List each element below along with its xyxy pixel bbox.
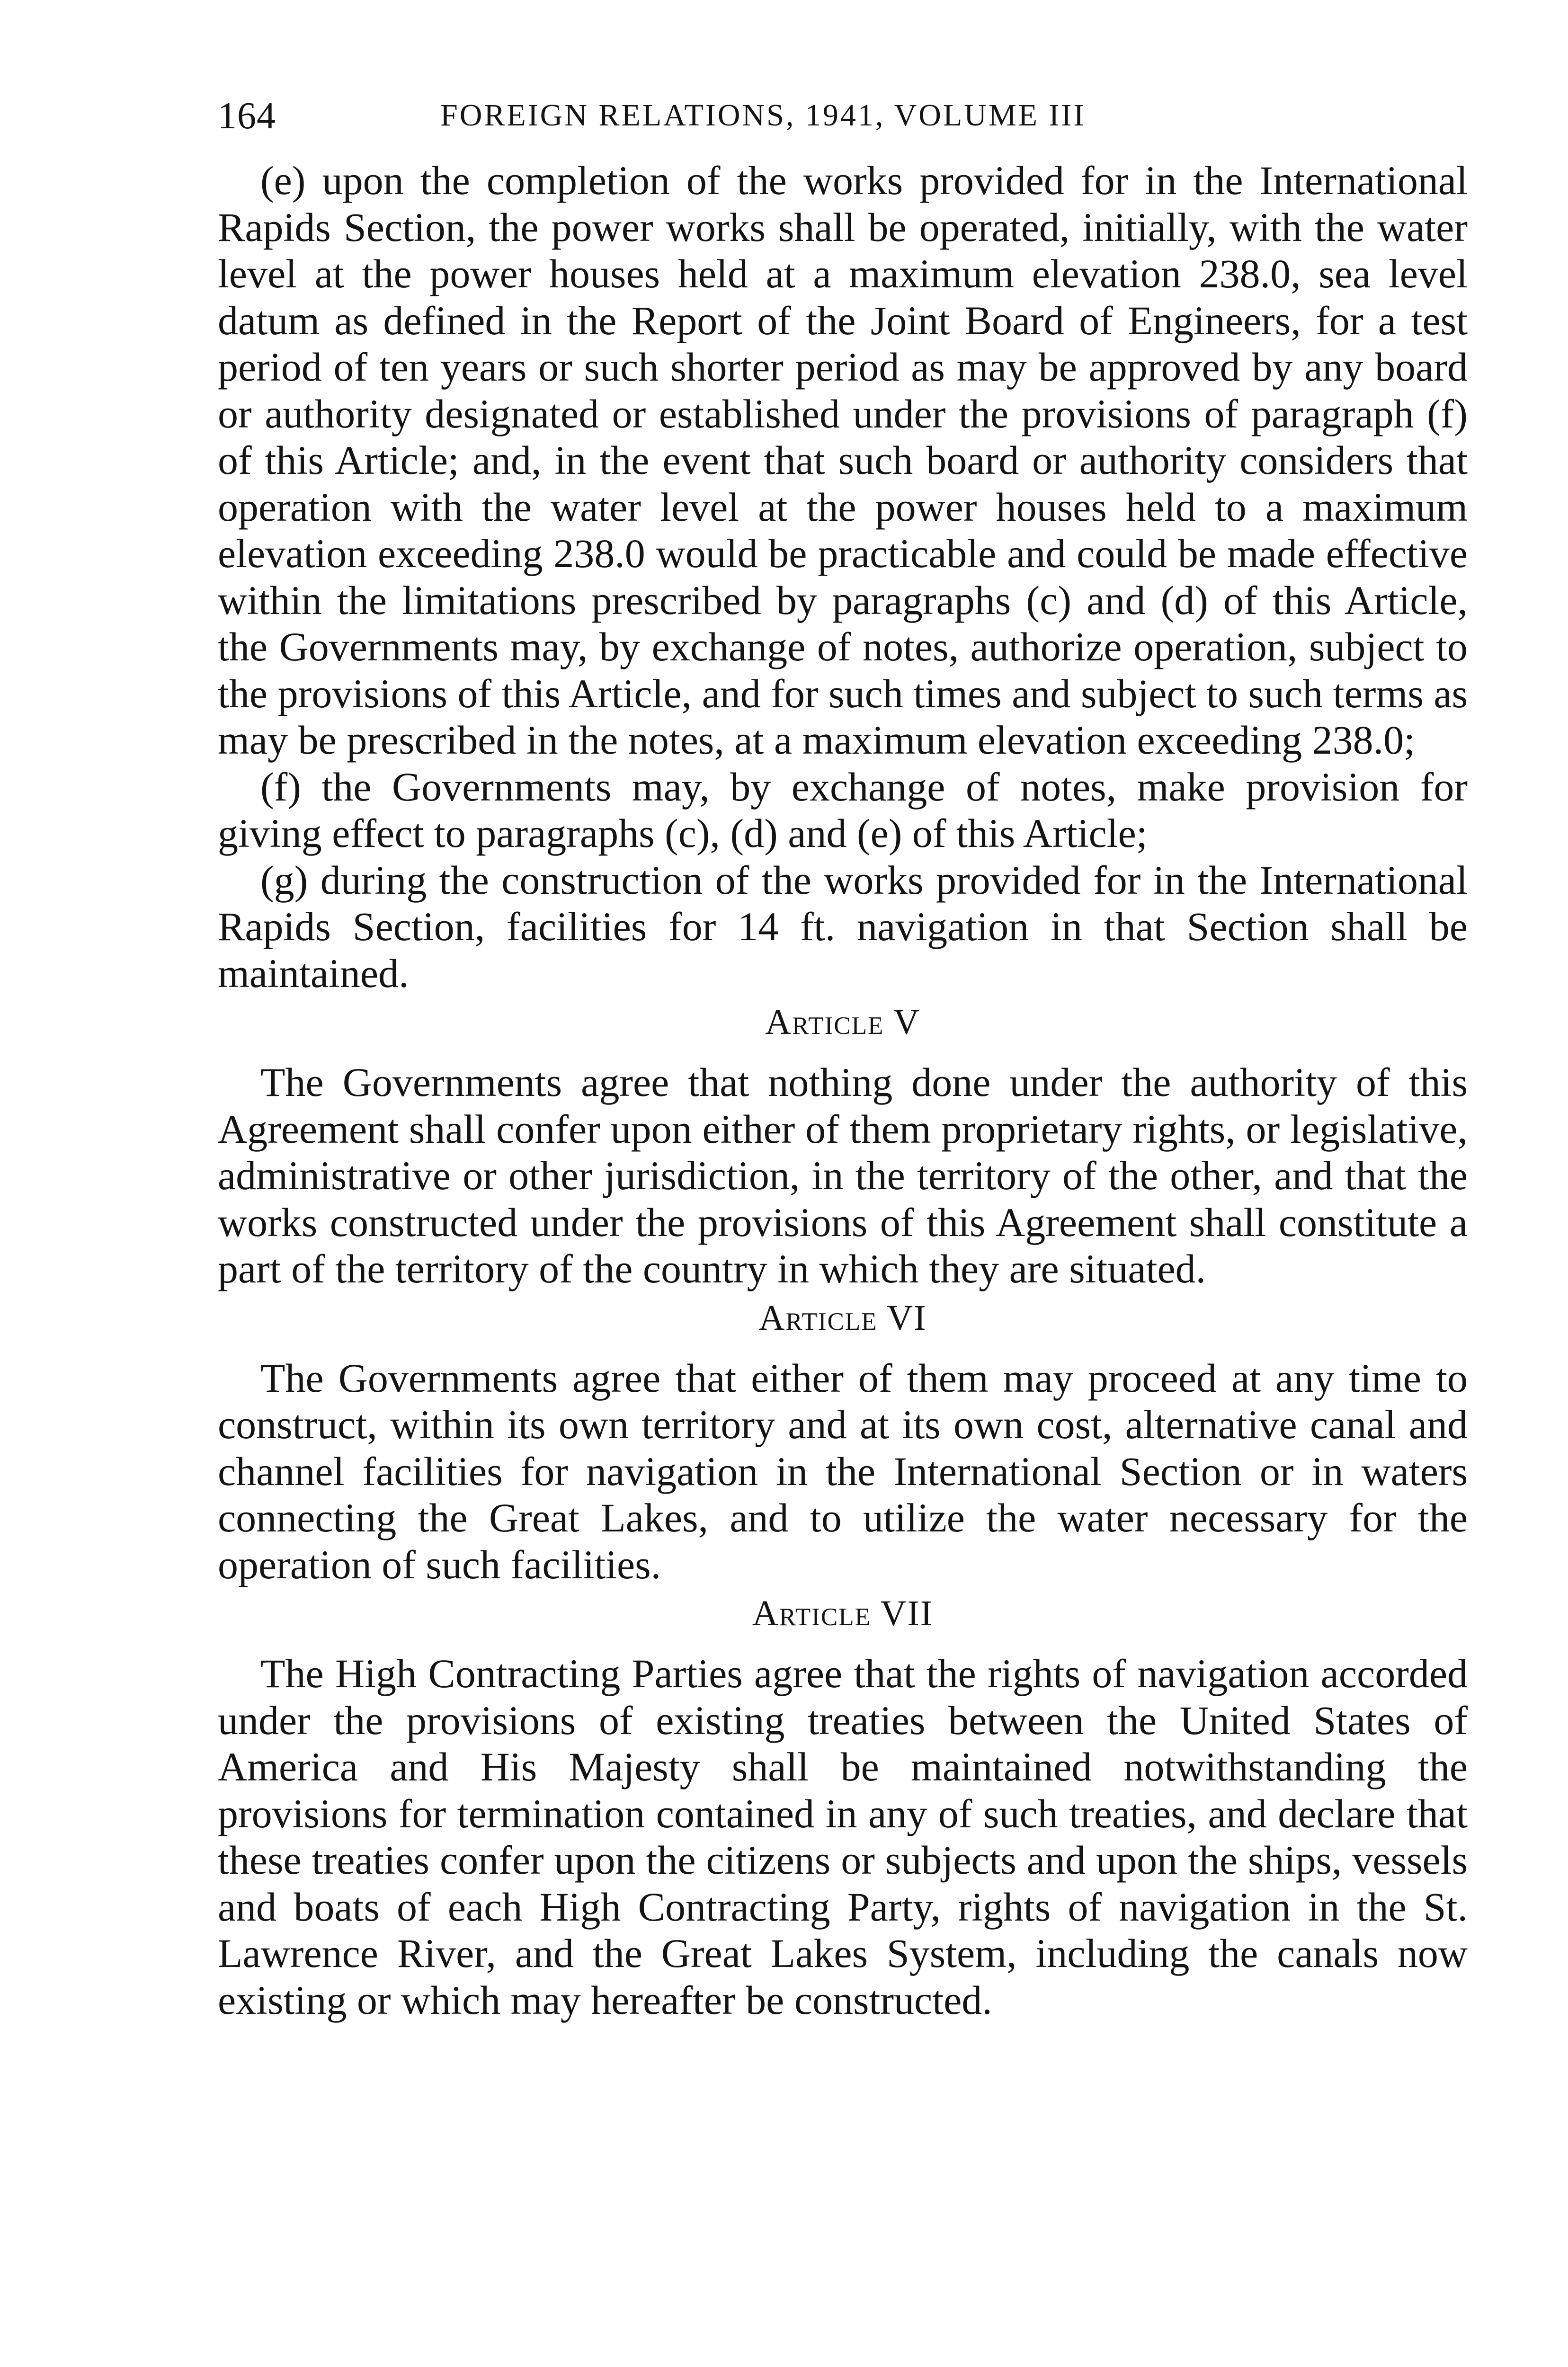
article-vii-heading: Article VII — [752, 1593, 934, 1633]
article-vii-text: The High Contracting Parties agree that the rights of navigation accorded under the provisions of existing treaties between the United States of America and His Majesty shall be maintained notwithstanding the provisions for termination contained in any of such treaties, and declare that these treaties confer upon the citizens or subjects and upon the ships, vessels and boats of each High Contracting Party, rights of navigation in the St. Lawrence River, and the Great Lakes System, including the canals now existing or which may hereafter be constructed. — [218, 1651, 1468, 2023]
article-vi-text: The Governments agree that either of them may proceed at any time to construct, within its own territory and at its own cost, alternative canal and channel facilities for navigation in the International Section or in waters connecting the Great Lakes, and to utilize the water necessary for the operation of such facilities. — [218, 1355, 1468, 1587]
running-title: FOREIGN RELATIONS, 1941, VOLUME III — [440, 98, 1086, 133]
article-vi-heading: Article VI — [758, 1298, 927, 1338]
document-page — [218, 95, 1468, 2023]
page-number: 164 — [218, 95, 276, 137]
article-v-heading: Article V — [765, 1002, 920, 1042]
page-header — [218, 95, 1468, 151]
paragraph-e: (e) upon the completion of the works provided for in the International Rapids Section, the power works shall be operated, initially, with the water level at the power houses held at a maximum elevation 238.0, sea level datum as defined in the Report of the Joint Board of Engineers, for a test period of ten years or such shorter period as may be approved by any board or authority designated or established under the provisions of paragraph (f) of this Article; and, in the event that such board or authority considers that operation with the water level at the power houses held to a maximum elevation exceeding 238.0 would be practicable and could be made effective within the limitations prescribed by paragraphs (c) and (d) of this Article, the Governments may, by exchange of notes, authorize operation, subject to the provisions of this Article, and for such times and subject to such terms as may be prescribed in the notes, at a maximum elevation exceeding 238.0; — [218, 158, 1468, 763]
article-v-text: The Governments agree that nothing done under the authority of this Agreement shall confer upon either of them proprietary rights, or legislative, administrative or other jurisdiction, in the territory of the other, and that the works constructed under the provisions of this Agreement shall constitute a part of the territory of the country in which they are situated. — [218, 1059, 1468, 1291]
paragraph-f: (f) the Governments may, by exchange of notes, make provision for giving effect to paragraphs (c), (d) and (e) of this Article; — [218, 764, 1468, 856]
paragraph-g: (g) during the construction of the works provided for in the International Rapids Section, facilities for 14 ft. navigation in that Section shall be maintained. — [218, 857, 1468, 996]
